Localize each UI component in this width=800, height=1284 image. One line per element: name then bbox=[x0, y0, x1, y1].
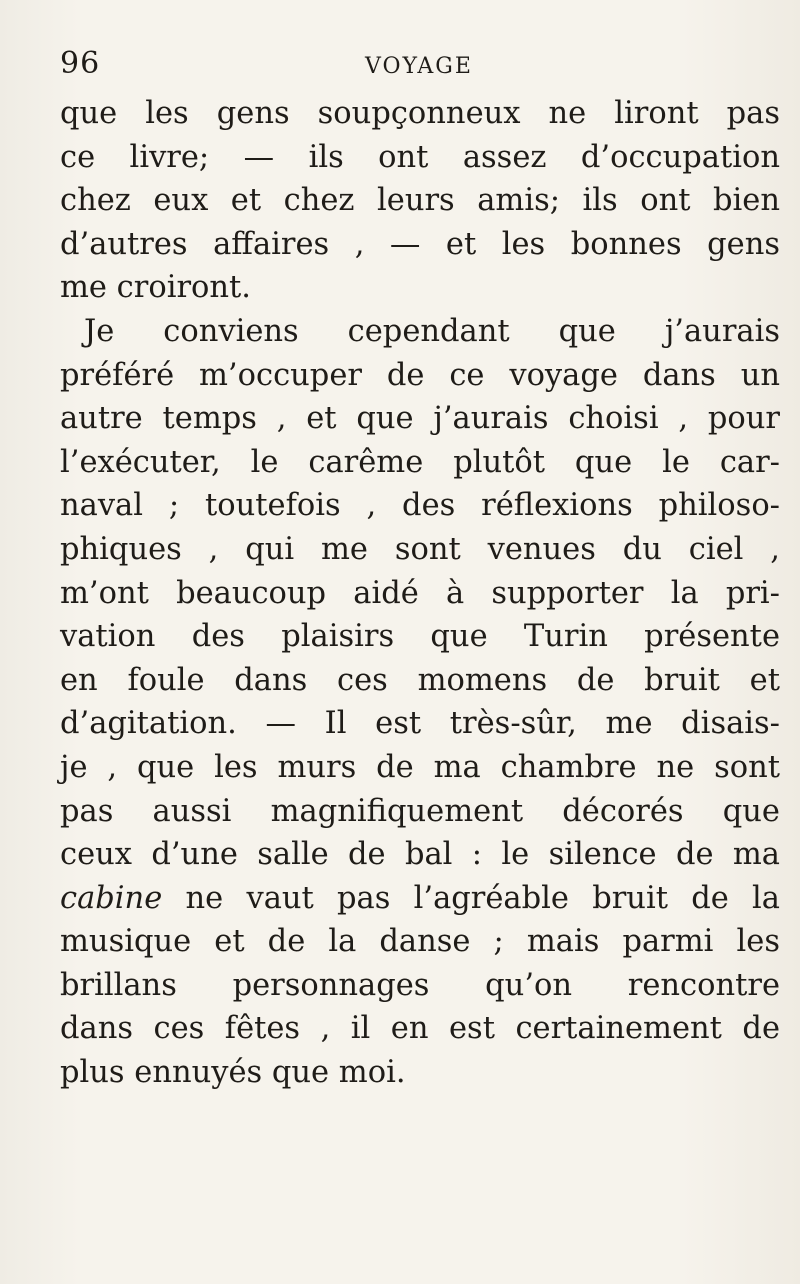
text-line: dans ces fêtes , il en est certainement de bbox=[60, 1011, 780, 1047]
body-text bbox=[60, 92, 780, 1095]
text-line: ceux d’une salle de bal : le silence de ma bbox=[60, 837, 780, 873]
text-line-rest: ne vaut pas l’agréable bruit de la bbox=[162, 880, 780, 916]
page-number: 96 bbox=[60, 46, 101, 81]
text-line: plus ennuyés que moi. bbox=[60, 1055, 406, 1091]
text-line: l’exécuter, le carême plutôt que le car- bbox=[60, 444, 780, 480]
text-line bbox=[60, 877, 780, 921]
text-line: me croiront. bbox=[60, 270, 251, 306]
text-line: Je conviens cependant que j’aurais bbox=[84, 313, 780, 349]
text-line: d’autres affaires , — et les bonnes gens bbox=[60, 226, 780, 262]
italic-word: cabine bbox=[60, 880, 163, 916]
text-line: pas aussi magnifiquement décorés que bbox=[60, 793, 780, 829]
text-line: naval ; toutefois , des réflexions philoso- bbox=[60, 488, 780, 524]
text-line: préféré m’occuper de ce voyage dans un bbox=[60, 357, 780, 393]
text-line: je , que les murs de ma chambre ne sont bbox=[60, 749, 780, 785]
text-line: vation des plaisirs que Turin présente bbox=[60, 619, 780, 655]
text-line: autre temps , et que j’aurais choisi , pour bbox=[60, 401, 780, 437]
text-line: brillans personnages qu’on rencontre bbox=[60, 967, 780, 1003]
text-line: phiques , qui me sont venues du ciel , bbox=[60, 531, 780, 567]
text-line: chez eux et chez leurs amis; ils ont bien bbox=[60, 183, 780, 219]
text-line: musique et de la danse ; mais parmi les bbox=[60, 924, 780, 960]
text-line: en foule dans ces momens de bruit et bbox=[60, 662, 780, 698]
running-title: VOYAGE bbox=[365, 54, 473, 79]
text-line: d’agitation. — Il est très-sûr, me disais- bbox=[60, 706, 780, 742]
text-line: que les gens soupçonneux ne liront pas bbox=[60, 96, 780, 131]
text-line: ce livre; — ils ont assez d’occupation bbox=[60, 139, 780, 175]
text-line: m’ont beaucoup aidé à supporter la pri- bbox=[60, 575, 780, 611]
running-head bbox=[60, 36, 780, 88]
